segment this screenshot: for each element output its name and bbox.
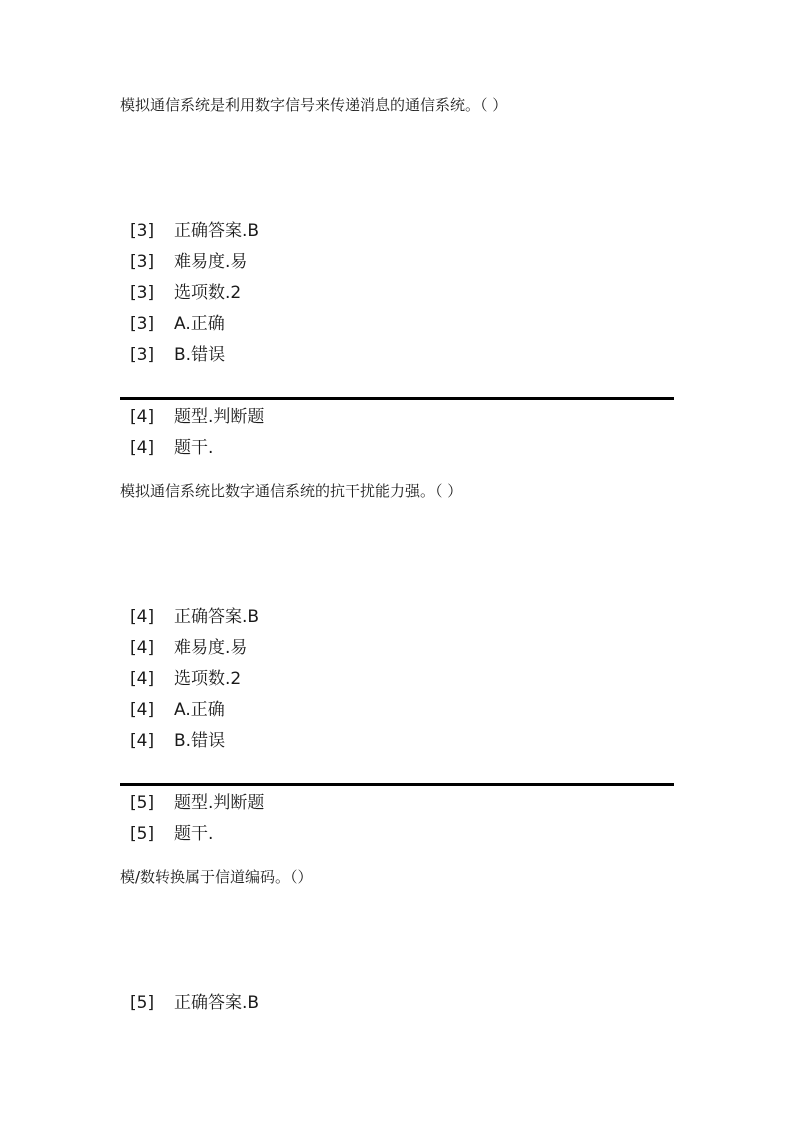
question-type-field <box>130 405 264 429</box>
option-a-text: A.正确 <box>174 700 225 720</box>
question-number-tag: [3] <box>130 283 155 303</box>
correct-answer: 正确答案.B <box>174 607 260 627</box>
option-count-field <box>130 667 241 691</box>
difficulty: 难易度.易 <box>174 252 248 272</box>
option-b <box>130 343 225 367</box>
difficulty-field <box>130 250 247 274</box>
question-number-tag: [4] <box>130 638 155 658</box>
question-number-tag: [3] <box>130 252 155 272</box>
option-count-field <box>130 281 241 305</box>
question-stem-label-field <box>130 822 213 846</box>
question-number-tag: [5] <box>130 793 155 813</box>
question-number-tag: [4] <box>130 607 155 627</box>
question-number-tag: [4] <box>130 407 155 427</box>
question-stem-label: 题干. <box>174 438 214 458</box>
question-stem-label: 题干. <box>174 824 214 844</box>
correct-answer: 正确答案.B <box>174 221 260 241</box>
question-type-field <box>130 791 264 815</box>
option-a <box>130 698 225 722</box>
section-divider <box>120 783 674 786</box>
question-type: 题型.判断题 <box>174 407 265 427</box>
difficulty-field <box>130 636 247 660</box>
question-number-tag: [4] <box>130 700 155 720</box>
question-number-tag: [5] <box>130 993 155 1013</box>
question-stem: 模拟通信系统比数字通信系统的抗干扰能力强。（ ） <box>120 482 463 500</box>
question-number-tag: [5] <box>130 824 155 844</box>
answer-field <box>130 605 259 629</box>
option-count: 选项数.2 <box>174 669 242 689</box>
question-number-tag: [4] <box>130 669 155 689</box>
answer-field <box>130 991 259 1015</box>
question-stem: 模/数转换属于信道编码。（） <box>120 868 313 886</box>
answer-field <box>130 219 259 243</box>
difficulty: 难易度.易 <box>174 638 248 658</box>
option-b-text: B.错误 <box>174 731 226 751</box>
question-number-tag: [4] <box>130 438 155 458</box>
question-number-tag: [4] <box>130 731 155 751</box>
question-number-tag: [3] <box>130 345 155 365</box>
question-type: 题型.判断题 <box>174 793 265 813</box>
question-number-tag: [3] <box>130 314 155 334</box>
question-stem: 模拟通信系统是利用数字信号来传递消息的通信系统。（ ） <box>120 96 508 114</box>
question-number-tag: [3] <box>130 221 155 241</box>
option-b <box>130 729 225 753</box>
section-divider <box>120 397 674 400</box>
option-count: 选项数.2 <box>174 283 242 303</box>
option-a-text: A.正确 <box>174 314 225 334</box>
question-stem-label-field <box>130 436 213 460</box>
option-b-text: B.错误 <box>174 345 226 365</box>
option-a <box>130 312 225 336</box>
correct-answer: 正确答案.B <box>174 993 260 1013</box>
